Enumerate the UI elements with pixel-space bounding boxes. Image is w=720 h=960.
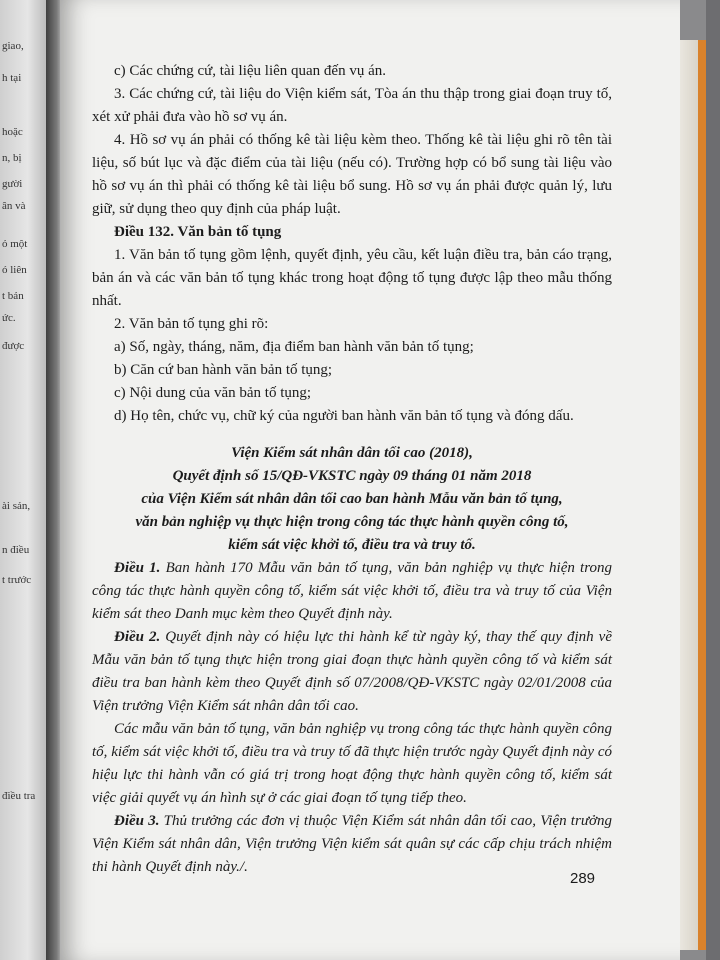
- decision-title-line: của Viện Kiểm sát nhân dân tối cao ban hành Mẫu văn bản tố tụng,: [141, 491, 563, 507]
- left-fragment: ân và: [2, 200, 26, 212]
- article-132-item-d: d) Họ tên, chức vụ, chữ ký của người ban hành văn bản tố tụng và đóng dấu.: [114, 408, 574, 424]
- left-fragment: được: [2, 340, 25, 352]
- decision-title-line: kiểm sát việc khởi tố, điều tra và truy tố.: [228, 537, 476, 553]
- left-fragment: t trước: [2, 574, 32, 586]
- decision-article-2-para-2: Các mẫu văn bản tố tụng, văn bản nghiệp vụ trong công tác thực hành quyền công tố, kiểm sát việc khởi tố, điều tra và truy tố đã thực hiện trước ngày Quyết định này có hiệu lực thi hành vẫn có giá trị trong hoạt động thực hành quyền công tố, kiểm sát việc giải quyết vụ án hình sự ở các giai đoạn tố tụng tiếp theo.: [92, 721, 612, 806]
- left-fragment: gười: [2, 178, 23, 190]
- left-fragment: giao,: [2, 40, 24, 52]
- left-fragment: ỏ một: [2, 238, 28, 250]
- left-fragment: t bản: [2, 290, 24, 302]
- article-body: Ban hành 170 Mẫu văn bản tố tụng, văn bản nghiệp vụ thực hiện trong công tác thực hành quyền công tố, kiểm sát việc khởi tố, điều tra và truy tố của Viện kiểm sát theo Danh mục kèm theo Quyết định này.: [92, 560, 612, 622]
- paragraph-c: c) Các chứng cứ, tài liệu liên quan đến vụ án.: [114, 63, 386, 79]
- background: [706, 0, 720, 960]
- article-lead: Điều 3.: [114, 813, 160, 829]
- article-132-item-b: b) Căn cứ ban hành văn bản tố tụng;: [114, 362, 333, 378]
- left-fragment: h tại: [2, 72, 22, 84]
- decision-article-2: [92, 626, 612, 718]
- article-lead: Điều 2.: [114, 629, 161, 645]
- article-132-item-c: c) Nội dung của văn bản tố tụng;: [114, 385, 312, 401]
- left-fragment: ài sản,: [2, 500, 31, 512]
- article-body: Quyết định này có hiệu lực thi hành kể từ ngày ký, thay thế quy định về Mẫu văn bản tố tụng thực hiện trong giai đoạn thực hành quyền công tố và kiểm sát điều tra ban hành kèm theo Quyết định số 07/2008/QĐ-VKSTC ngày 02/01/2008 của Viện trưởng Viện Kiểm sát nhân dân tối cao.: [92, 629, 612, 714]
- page-stack-edge: [680, 40, 698, 950]
- decision-title: [92, 442, 612, 557]
- left-fragment: n, bị: [2, 152, 22, 164]
- article-body: Thủ trưởng các đơn vị thuộc Viện Kiểm sát nhân dân tối cao, Viện trưởng Viện Kiểm sát nhân dân, Viện trưởng Viện kiểm sát quân sự các cấp chịu trách nhiệm thi hành Quyết định này./.: [92, 813, 613, 875]
- left-fragment: ức.: [2, 312, 16, 324]
- decision-article-3: [92, 810, 612, 879]
- decision-title-line: văn bản nghiệp vụ thực hiện trong công tác thực hành quyền công tố,: [135, 514, 569, 530]
- decision-article-1: [92, 557, 612, 626]
- left-fragment: hoặc: [2, 126, 23, 138]
- left-fragment: điều tra: [2, 790, 36, 802]
- page-number: 289: [570, 870, 596, 887]
- article-132-clause-2: 2. Văn bản tố tụng ghi rõ:: [114, 316, 269, 332]
- article-132-item-a: a) Số, ngày, tháng, năm, địa điểm ban hành văn bản tố tụng;: [114, 339, 474, 355]
- paragraph-item-3: 3. Các chứng cứ, tài liệu do Viện kiểm sát, Tòa án thu thập trong giai đoạn truy tố, xét xử phải đưa vào hồ sơ vụ án.: [92, 86, 612, 125]
- page-text: [92, 60, 612, 879]
- article-lead: Điều 1.: [114, 560, 161, 576]
- decision-title-line: Viện Kiểm sát nhân dân tối cao (2018),: [231, 445, 473, 461]
- left-fragment: n điều: [2, 544, 30, 556]
- article-132-clause-1: 1. Văn bản tố tụng gồm lệnh, quyết định, yêu cầu, kết luận điều tra, bản cáo trạng, bản án và các văn bản tố tụng khác trong hoạt động tố tụng được lập theo mẫu thống nhất.: [92, 247, 612, 309]
- decision-title-line: Quyết định số 15/QĐ-VKSTC ngày 09 tháng 01 năm 2018: [172, 468, 532, 484]
- left-page-edge: [0, 0, 46, 960]
- book-cover-edge: [698, 40, 706, 950]
- article-132-heading: Điều 132. Văn bản tố tụng: [114, 224, 282, 240]
- paragraph-item-4: 4. Hồ sơ vụ án phải có thống kê tài liệu kèm theo. Thống kê tài liệu ghi rõ tên tài liệu, số bút lục và đặc điểm của tài liệu (nếu có). Trường hợp có bổ sung tài liệu vào hồ sơ vụ án thì phải có thống kê tài liệu bổ sung. Hồ sơ vụ án phải được quản lý, lưu giữ, sử dụng theo quy định của pháp luật.: [92, 132, 612, 217]
- left-fragment: ó liên: [2, 264, 27, 276]
